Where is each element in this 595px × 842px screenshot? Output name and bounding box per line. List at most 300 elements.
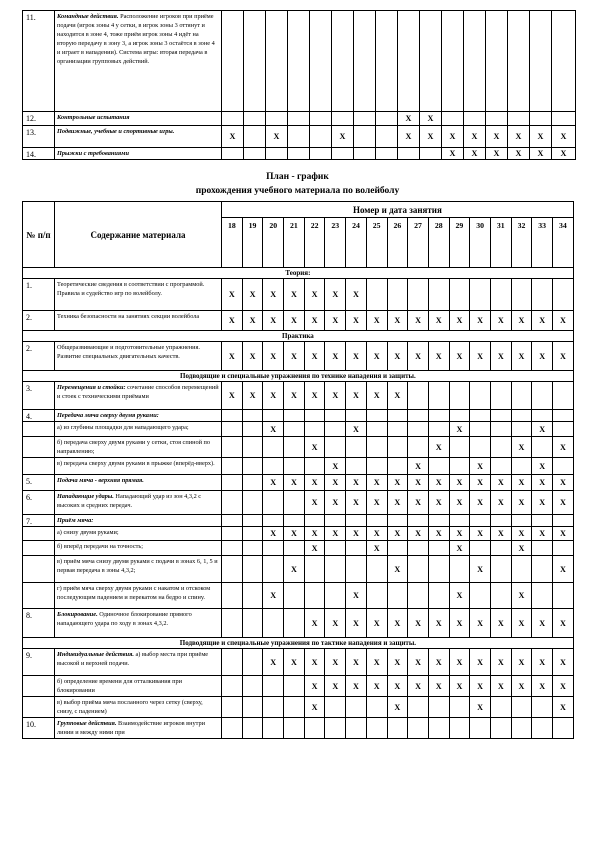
row-number xyxy=(23,541,55,556)
content-cell xyxy=(55,422,222,437)
content-cell xyxy=(55,491,222,515)
content-cell xyxy=(55,515,222,527)
mark-cell xyxy=(366,515,387,527)
row-number: 7. xyxy=(23,515,55,527)
mark-cell: X xyxy=(470,458,491,475)
mark-cell: X xyxy=(428,475,449,491)
mark-cell: X xyxy=(346,609,367,638)
mark-cell xyxy=(449,697,470,718)
mark-cell xyxy=(284,491,305,515)
mark-cell xyxy=(442,11,464,112)
mark-cell xyxy=(284,609,305,638)
mark-cell: X xyxy=(470,527,491,541)
mark-cell: X xyxy=(420,126,442,148)
row-number: 3. xyxy=(23,382,55,410)
mark-cell: X xyxy=(366,475,387,491)
content-cell xyxy=(55,527,222,541)
mark-cell xyxy=(511,458,532,475)
mark-cell: X xyxy=(284,649,305,676)
mark-cell xyxy=(284,697,305,718)
mark-cell: X xyxy=(490,311,511,331)
mark-cell: X xyxy=(532,458,553,475)
mark-cell xyxy=(222,148,244,160)
mark-cell: X xyxy=(263,279,284,311)
mark-cell: X xyxy=(470,609,491,638)
mark-cell xyxy=(490,718,511,739)
table-row xyxy=(23,458,574,475)
mark-cell: X xyxy=(408,342,429,371)
section-heading: Подводящие и специальные упражнения по технике нападения и защиты. xyxy=(23,371,574,382)
mark-cell: X xyxy=(553,697,574,718)
mark-cell xyxy=(244,126,266,148)
row-number: 9. xyxy=(23,649,55,676)
mark-cell: X xyxy=(442,126,464,148)
mark-cell xyxy=(325,718,346,739)
mark-cell: X xyxy=(398,126,420,148)
column-lessons-header: Номер и дата занятия xyxy=(222,202,574,218)
mark-cell: X xyxy=(222,342,243,371)
content-text: в) передача сверху двумя руками в прыжке (вперёд-вверх). xyxy=(57,460,215,467)
content-text: Нападающий удар из зон 4,3,2 с высоких и средних передач. xyxy=(57,493,202,509)
mark-cell xyxy=(304,458,325,475)
mark-cell xyxy=(449,515,470,527)
mark-cell: X xyxy=(553,676,574,697)
mark-cell xyxy=(470,718,491,739)
mark-cell xyxy=(552,112,576,126)
mark-cell xyxy=(470,422,491,437)
mark-cell: X xyxy=(408,311,429,331)
mark-cell: X xyxy=(284,279,305,311)
content-cell xyxy=(55,475,222,491)
mark-cell xyxy=(530,112,552,126)
mark-cell xyxy=(284,458,305,475)
content-cell xyxy=(55,148,222,160)
mark-cell: X xyxy=(346,676,367,697)
mark-cell: X xyxy=(428,491,449,515)
lesson-number: 28 xyxy=(428,218,449,268)
mark-cell xyxy=(310,148,332,160)
content-text: сочетание способов перемещений и стоек с техническими приёмами xyxy=(57,384,219,400)
mark-cell xyxy=(408,422,429,437)
mark-cell: X xyxy=(284,342,305,371)
mark-cell xyxy=(222,583,243,609)
mark-cell: X xyxy=(398,112,420,126)
mark-cell xyxy=(366,279,387,311)
mark-cell xyxy=(304,718,325,739)
mark-cell xyxy=(284,676,305,697)
mark-cell: X xyxy=(263,382,284,410)
content-cell xyxy=(55,541,222,556)
content-lead: Подача мяча - верхняя прямая. xyxy=(57,477,144,484)
mark-cell xyxy=(387,422,408,437)
mark-cell: X xyxy=(449,649,470,676)
mark-cell: X xyxy=(428,527,449,541)
lesson-number: 18 xyxy=(222,218,243,268)
section-heading: Подводящие и специальные упражнения по тактике нападения и защиты. xyxy=(23,638,574,649)
row-number xyxy=(23,556,55,583)
mark-cell: X xyxy=(490,342,511,371)
mark-cell xyxy=(387,458,408,475)
mark-cell: X xyxy=(511,475,532,491)
mark-cell: X xyxy=(346,382,367,410)
mark-cell: X xyxy=(366,342,387,371)
mark-cell xyxy=(288,11,310,112)
mark-cell: X xyxy=(387,382,408,410)
mark-cell: X xyxy=(490,676,511,697)
mark-cell: X xyxy=(449,527,470,541)
content-text: Теоретические сведения в соответствии с программой. Правила и судейство игр по волейболу. xyxy=(57,281,205,297)
mark-cell xyxy=(284,718,305,739)
mark-cell xyxy=(325,410,346,422)
mark-cell xyxy=(428,541,449,556)
mark-cell: X xyxy=(511,583,532,609)
mark-cell xyxy=(490,437,511,458)
mark-cell xyxy=(304,422,325,437)
row-number: 14. xyxy=(23,148,55,160)
mark-cell xyxy=(470,583,491,609)
mark-cell: X xyxy=(222,311,243,331)
mark-cell: X xyxy=(449,342,470,371)
mark-cell: X xyxy=(366,527,387,541)
table-row xyxy=(23,410,574,422)
mark-cell xyxy=(346,541,367,556)
mark-cell xyxy=(490,556,511,583)
mark-cell: X xyxy=(263,342,284,371)
mark-cell xyxy=(325,422,346,437)
table-row xyxy=(23,649,574,676)
mark-cell xyxy=(490,515,511,527)
mark-cell: X xyxy=(511,676,532,697)
mark-cell: X xyxy=(449,475,470,491)
mark-cell: X xyxy=(325,311,346,331)
mark-cell: X xyxy=(304,527,325,541)
content-text: а) выбор места при приёме высокой и верхней подачи. xyxy=(57,651,209,667)
mark-cell: X xyxy=(408,609,429,638)
mark-cell: X xyxy=(428,649,449,676)
content-text: г) приём мяча сверху двумя руками с накатом и отскоком последующим падением и перекатом на бедро и спину. xyxy=(57,585,211,601)
mark-cell: X xyxy=(284,382,305,410)
mark-cell: X xyxy=(553,491,574,515)
mark-cell xyxy=(508,112,530,126)
mark-cell xyxy=(284,541,305,556)
mark-cell xyxy=(222,527,243,541)
mark-cell: X xyxy=(532,422,553,437)
mark-cell xyxy=(408,437,429,458)
mark-cell: X xyxy=(222,382,243,410)
mark-cell xyxy=(532,279,553,311)
mark-cell xyxy=(376,148,398,160)
mark-cell: X xyxy=(508,126,530,148)
mark-cell: X xyxy=(325,458,346,475)
mark-cell xyxy=(470,279,491,311)
mark-cell xyxy=(284,410,305,422)
mark-cell: X xyxy=(266,126,288,148)
table-row xyxy=(23,112,576,126)
mark-cell: X xyxy=(511,342,532,371)
mark-cell: X xyxy=(325,609,346,638)
mark-cell xyxy=(354,126,376,148)
mark-cell: X xyxy=(304,342,325,371)
mark-cell xyxy=(511,515,532,527)
mark-cell: X xyxy=(366,311,387,331)
table-row xyxy=(23,311,574,331)
mark-cell xyxy=(263,458,284,475)
mark-cell: X xyxy=(470,697,491,718)
mark-cell xyxy=(449,718,470,739)
mark-cell xyxy=(263,676,284,697)
row-number: 10. xyxy=(23,718,55,739)
mark-cell xyxy=(387,410,408,422)
lesson-number: 33 xyxy=(532,218,553,268)
content-lead: Контрольные испытания xyxy=(57,114,130,121)
content-cell xyxy=(55,676,222,697)
mark-cell: X xyxy=(284,527,305,541)
content-cell xyxy=(55,410,222,422)
mark-cell xyxy=(532,583,553,609)
section-row xyxy=(23,331,574,342)
mark-cell: X xyxy=(490,475,511,491)
mark-cell: X xyxy=(449,311,470,331)
mark-cell: X xyxy=(346,311,367,331)
row-number: 5. xyxy=(23,475,55,491)
mark-cell xyxy=(222,718,243,739)
mark-cell: X xyxy=(470,311,491,331)
row-number: 4. xyxy=(23,410,55,422)
mark-cell xyxy=(304,515,325,527)
mark-cell xyxy=(242,515,263,527)
table-row xyxy=(23,342,574,371)
mark-cell xyxy=(532,556,553,583)
mark-cell: X xyxy=(553,475,574,491)
mark-cell xyxy=(532,382,553,410)
mark-cell xyxy=(263,515,284,527)
mark-cell: X xyxy=(263,422,284,437)
mark-cell xyxy=(366,583,387,609)
mark-cell: X xyxy=(366,676,387,697)
mark-cell xyxy=(428,583,449,609)
mark-cell: X xyxy=(449,541,470,556)
mark-cell: X xyxy=(553,311,574,331)
mark-cell xyxy=(408,541,429,556)
mark-cell: X xyxy=(346,342,367,371)
mark-cell xyxy=(284,437,305,458)
mark-cell xyxy=(346,718,367,739)
mark-cell: X xyxy=(449,422,470,437)
table-row xyxy=(23,475,574,491)
mark-cell: X xyxy=(263,649,284,676)
mark-cell xyxy=(420,11,442,112)
mark-cell xyxy=(266,148,288,160)
mark-cell xyxy=(325,556,346,583)
mark-cell: X xyxy=(387,676,408,697)
mark-cell xyxy=(310,112,332,126)
mark-cell: X xyxy=(408,458,429,475)
mark-cell xyxy=(511,556,532,583)
content-lead: Передача мяча сверху двумя руками: xyxy=(57,412,159,419)
mark-cell: X xyxy=(304,609,325,638)
mark-cell: X xyxy=(325,527,346,541)
mark-cell: X xyxy=(428,342,449,371)
mark-cell: X xyxy=(304,676,325,697)
mark-cell: X xyxy=(222,126,244,148)
row-number: 13. xyxy=(23,126,55,148)
mark-cell xyxy=(310,126,332,148)
mark-cell xyxy=(366,437,387,458)
mark-cell: X xyxy=(346,491,367,515)
mark-cell xyxy=(428,382,449,410)
mark-cell xyxy=(346,556,367,583)
mark-cell xyxy=(263,609,284,638)
mark-cell xyxy=(408,279,429,311)
lesson-number: 24 xyxy=(346,218,367,268)
mark-cell: X xyxy=(532,342,553,371)
mark-cell xyxy=(428,697,449,718)
mark-cell xyxy=(511,410,532,422)
mark-cell xyxy=(332,112,354,126)
mark-cell xyxy=(242,649,263,676)
mark-cell xyxy=(553,382,574,410)
mark-cell xyxy=(222,515,243,527)
mark-cell: X xyxy=(553,556,574,583)
mark-cell xyxy=(242,609,263,638)
mark-cell: X xyxy=(511,649,532,676)
mark-cell xyxy=(511,718,532,739)
mark-cell: X xyxy=(470,556,491,583)
mark-cell: X xyxy=(263,583,284,609)
section-heading: Практика xyxy=(23,331,574,342)
mark-cell xyxy=(284,583,305,609)
mark-cell: X xyxy=(428,676,449,697)
mark-cell: X xyxy=(304,649,325,676)
mark-cell: X xyxy=(552,126,576,148)
mark-cell xyxy=(346,697,367,718)
mark-cell: X xyxy=(449,676,470,697)
mark-cell xyxy=(387,437,408,458)
content-cell xyxy=(55,112,222,126)
mark-cell xyxy=(490,541,511,556)
mark-cell: X xyxy=(346,649,367,676)
mark-cell xyxy=(325,437,346,458)
mark-cell: X xyxy=(304,697,325,718)
mark-cell: X xyxy=(532,527,553,541)
content-cell xyxy=(55,697,222,718)
mark-cell xyxy=(266,11,288,112)
mark-cell xyxy=(490,458,511,475)
lesson-number: 25 xyxy=(366,218,387,268)
row-number xyxy=(23,676,55,697)
mark-cell xyxy=(244,148,266,160)
mark-cell xyxy=(532,515,553,527)
mark-cell xyxy=(346,515,367,527)
schedule-title: План - график xyxy=(266,172,329,182)
mark-cell xyxy=(428,515,449,527)
mark-cell xyxy=(532,437,553,458)
mark-cell: X xyxy=(325,382,346,410)
mark-cell xyxy=(304,583,325,609)
mark-cell xyxy=(222,676,243,697)
schedule-table xyxy=(22,201,574,739)
mark-cell xyxy=(376,112,398,126)
mark-cell xyxy=(490,583,511,609)
mark-cell: X xyxy=(346,279,367,311)
mark-cell: X xyxy=(408,475,429,491)
mark-cell xyxy=(470,382,491,410)
content-text: Техника безопасности на занятиях секции волейбола xyxy=(57,313,200,320)
mark-cell xyxy=(511,697,532,718)
section-row xyxy=(23,371,574,382)
mark-cell: X xyxy=(532,676,553,697)
row-number: 6. xyxy=(23,491,55,515)
mark-cell: X xyxy=(552,148,576,160)
mark-cell: X xyxy=(442,148,464,160)
lesson-number: 20 xyxy=(263,218,284,268)
content-cell xyxy=(55,126,222,148)
content-text: Взаимодействие игроков внутри линии и между ними при xyxy=(57,720,205,736)
mark-cell xyxy=(532,697,553,718)
mark-cell xyxy=(288,126,310,148)
mark-cell: X xyxy=(366,491,387,515)
table-row xyxy=(23,541,574,556)
content-text: Общеразвивающие и подготовительные упражнения. Развитие специальных двигательных качеств. xyxy=(57,344,200,360)
content-lead: Нападающие удары. xyxy=(57,493,114,500)
row-number: 1. xyxy=(23,279,55,311)
content-text: б) передача сверху двумя руками у сетки, стоя спиной по направлению; xyxy=(57,439,211,455)
mark-cell xyxy=(428,422,449,437)
table-row xyxy=(23,126,576,148)
mark-cell: X xyxy=(511,437,532,458)
mark-cell xyxy=(325,583,346,609)
mark-cell: X xyxy=(486,126,508,148)
mark-cell: X xyxy=(470,342,491,371)
mark-cell: X xyxy=(387,556,408,583)
mark-cell xyxy=(266,112,288,126)
mark-cell xyxy=(532,541,553,556)
mark-cell xyxy=(222,541,243,556)
mark-cell xyxy=(408,382,429,410)
mark-cell: X xyxy=(428,311,449,331)
table-row xyxy=(23,148,576,160)
content-cell xyxy=(55,583,222,609)
mark-cell xyxy=(449,556,470,583)
mark-cell xyxy=(263,437,284,458)
mark-cell: X xyxy=(553,609,574,638)
mark-cell xyxy=(366,697,387,718)
mark-cell xyxy=(366,718,387,739)
mark-cell: X xyxy=(387,475,408,491)
mark-cell: X xyxy=(470,475,491,491)
mark-cell xyxy=(553,583,574,609)
content-cell xyxy=(55,382,222,410)
mark-cell: X xyxy=(530,148,552,160)
mark-cell: X xyxy=(553,527,574,541)
mark-cell xyxy=(366,422,387,437)
mark-cell xyxy=(366,458,387,475)
mark-cell xyxy=(511,279,532,311)
mark-cell xyxy=(242,676,263,697)
mark-cell: X xyxy=(387,697,408,718)
mark-cell: X xyxy=(263,527,284,541)
mark-cell xyxy=(325,541,346,556)
content-text: б) вперёд передачи на точность; xyxy=(57,543,144,550)
mark-cell xyxy=(428,718,449,739)
mark-cell: X xyxy=(284,556,305,583)
mark-cell: X xyxy=(470,491,491,515)
schedule-subtitle: прохождения учебного материала по волейболу xyxy=(195,186,400,196)
mark-cell: X xyxy=(387,527,408,541)
mark-cell: X xyxy=(325,649,346,676)
mark-cell: X xyxy=(304,491,325,515)
lesson-number: 26 xyxy=(387,218,408,268)
